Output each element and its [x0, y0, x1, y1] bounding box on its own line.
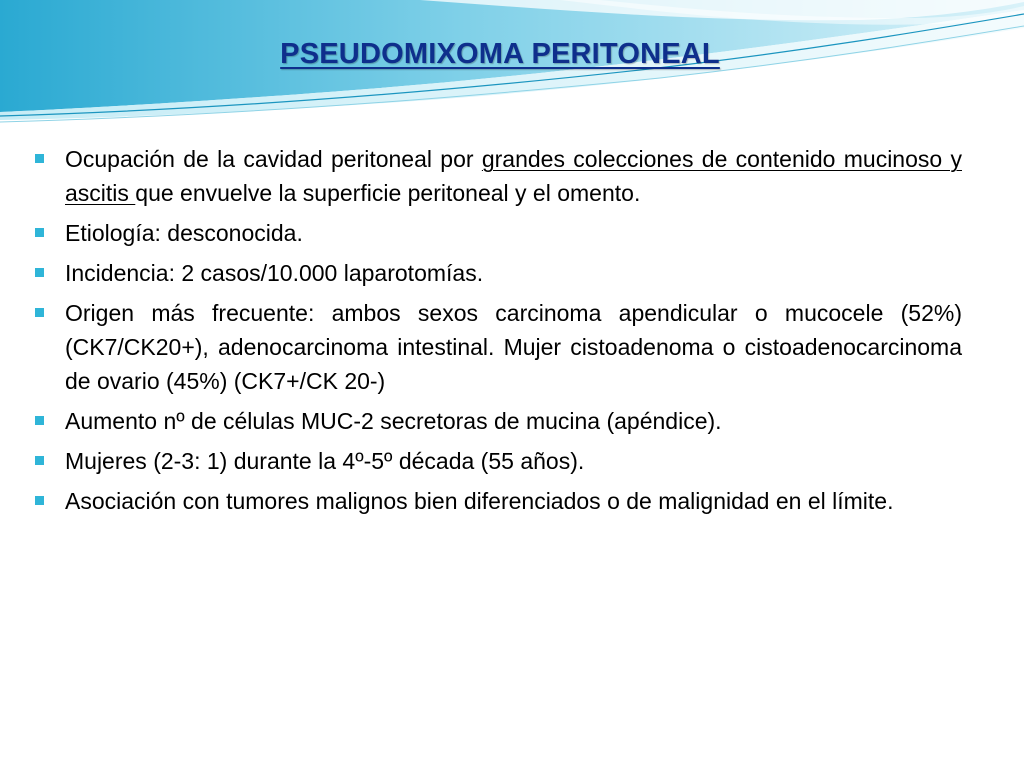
bullet-text: Mujeres (2-3: 1) durante la 4º-5º década (55 años). — [65, 448, 585, 474]
bullet-text-underlined: grandes colecciones de contenido mucinoso y ascitis — [65, 146, 962, 206]
bullet-text: Origen más frecuente: ambos sexos carcinoma apendicular o mucocele (52%) (CK7/CK20+), adenocarcinoma intestinal. Mujer cistoadenoma o cistoadenocarcinoma de ovario (45%) (CK7+/CK 20-) — [65, 300, 962, 394]
bullet-item-origen — [30, 296, 962, 398]
bullet-text: Incidencia: 2 casos/10.000 laparotomías. — [65, 260, 484, 286]
bullet-list — [30, 142, 962, 524]
square-bullet-icon — [35, 456, 44, 465]
square-bullet-icon — [35, 228, 44, 237]
bullet-text: Asociación con tumores malignos bien diferenciados o de malignidad en el límite. — [65, 488, 894, 514]
bullet-text: Aumento nº de células MUC-2 secretoras de mucina (apéndice). — [65, 408, 722, 434]
slide-title: PSEUDOMIXOMA PERITONEAL — [280, 38, 720, 70]
bullet-item-aumento — [30, 404, 962, 438]
bullet-text: Etiología: desconocida. — [65, 220, 303, 246]
bullet-text-post: que envuelve la superficie peritoneal y el omento. — [135, 180, 641, 206]
square-bullet-icon — [35, 496, 44, 505]
square-bullet-icon — [35, 154, 44, 163]
bullet-item-ocupacion — [30, 142, 962, 210]
bullet-item-asociacion — [30, 484, 962, 518]
square-bullet-icon — [35, 416, 44, 425]
bullet-item-mujeres — [30, 444, 962, 478]
square-bullet-icon — [35, 308, 44, 317]
square-bullet-icon — [35, 268, 44, 277]
bullet-text-pre: Ocupación de la cavidad peritoneal por — [65, 146, 482, 172]
bullet-item-etiologia — [30, 216, 962, 250]
bullet-item-incidencia — [30, 256, 962, 290]
